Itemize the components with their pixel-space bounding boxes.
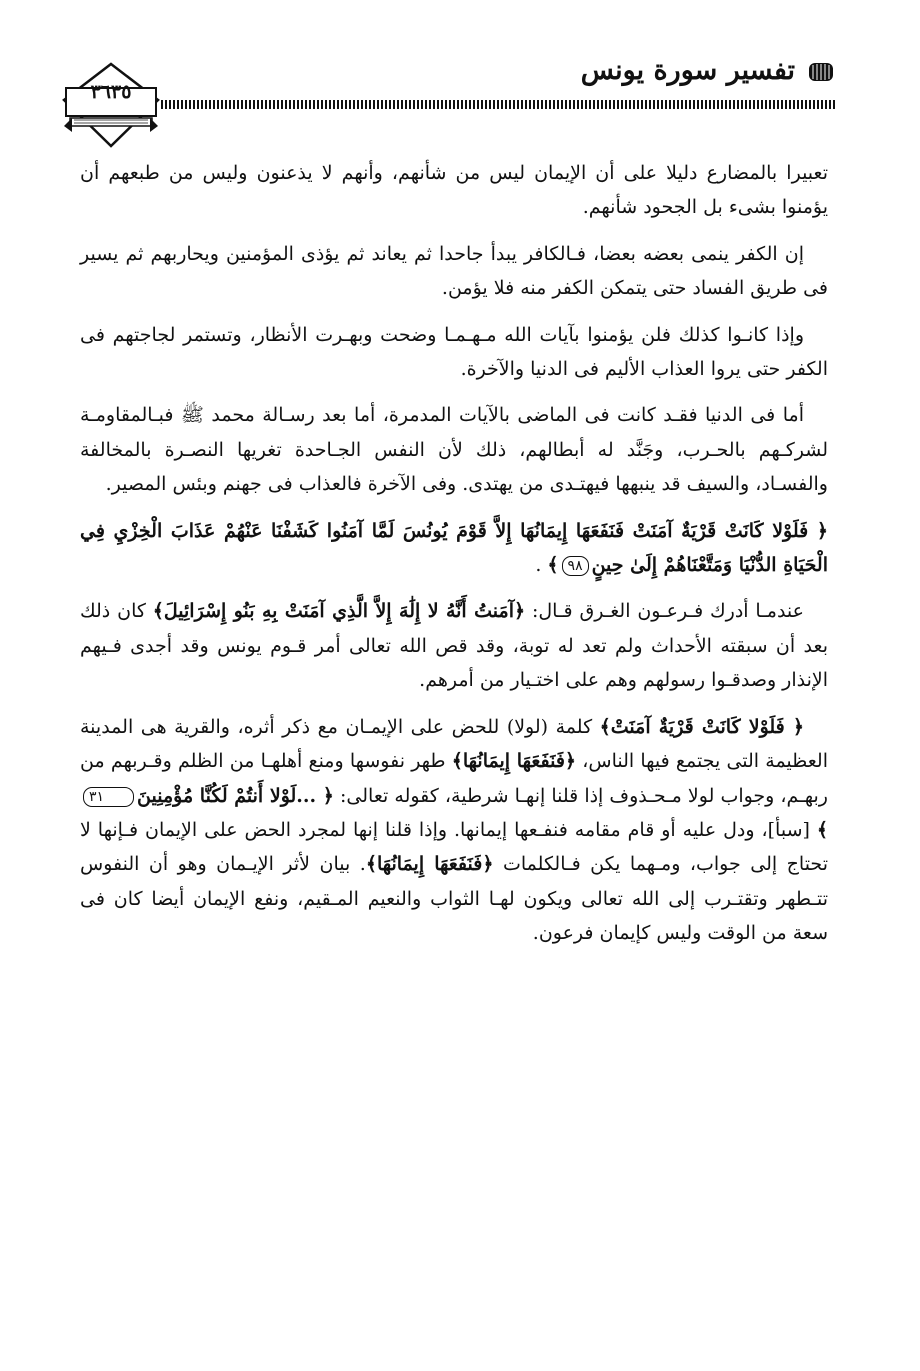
quran-verse-quote: ﴿آمَنتُ أَنَّهُ لا إِلَٰهَ إِلاَّ الَّذِي آمَنَتْ بِهِ بَنُو إِسْرَائِيلَ﴾ xyxy=(152,600,526,623)
page-header xyxy=(60,50,835,150)
quran-verse-quote: ﴿فَنَفَعَهَا إِيمَانُهَا﴾ xyxy=(365,853,494,876)
paragraph-p4 xyxy=(80,398,828,501)
quran-verse-quote: ﴿ ...لَوْلا أَنتُمْ لَكُنَّا مُؤْمِنِينَ xyxy=(137,784,334,807)
commentary-text: طهر نفوسها ومنع أهلهـا من الظلم وقـربهم من ربهـم، وجواب لولا مـحـذوف إذا قلنا إنهـا شرطية، كقوله تعالى: xyxy=(80,750,828,807)
paragraph-p7 xyxy=(80,710,828,951)
page-body-text xyxy=(80,156,828,963)
verse-number: ٣١ xyxy=(83,787,134,807)
commentary-text: . بيان لأثر الإيـمان وهو أن النفوس تتـطهر وتقتـرب إلى الله تعالى ويكون لهـا الثواب والنعيم المـقيم، ونفع الإيمان أيضا كان فى سعة من الوقت وليس كإيمان فرعون. xyxy=(80,853,828,945)
commentary-text: إن الكفر ينمى بعضه بعضا، فـالكافر يبدأ جاحدا ثم يعاند ثم يؤذى المؤمنين ويحاربهم ثم يسير فى طريق الفساد حتى يتمكن الكفر منه فلا يؤمن. xyxy=(80,242,828,300)
page-number-badge xyxy=(60,62,162,148)
paragraph-p2 xyxy=(80,237,828,306)
quran-verse-quote: ﴾ xyxy=(816,818,828,841)
commentary-text: تعبيرا بالمضارع دليلا على أن الإيمان ليس من شأنهم، وأنهم لا يذعنون وليس من طبعهم أن يؤمنوا بشىء بل الجحود شأنهم. xyxy=(80,162,828,219)
paragraph-p1 xyxy=(80,156,828,225)
paragraph-p6 xyxy=(80,594,828,697)
commentary-text: كان ذلك بعد أن سبقته الأحداث ولم تعد له توبة، وقد قص الله تعالى أمر قـوم يونس وقد أجدى فـيهم الإنذار وصدقـوا رسولهم وهم على اختـيار من أمرهم. xyxy=(80,600,828,692)
commentary-text: وإذا كانـوا كذلك فلن يؤمنوا بآيات الله مـهـمـا وضحت وبهـرت الأنظار، وتستمر لجاجتهم فى الكفر حتى يروا العذاب الأليم فى الدنيا والآخرة. xyxy=(80,323,828,381)
quran-verse-quote: ﴿ فَلَوْلا كَانَتْ قَرْيَةٌ آمَنَتْ فَنَفَعَهَا إِيمَانُهَا إِلاَّ قَوْمَ يُونُسَ لَمَّا آمَنُوا كَشَفْنَا عَنْهُمْ عَذَابَ الْخِزْيِ فِي الْحَيَاةِ الدُّنْيَا وَمَتَّعْنَاهُمْ إِلَىٰ حِينٍ xyxy=(80,519,828,577)
commentary-text: أما فى الدنيا فقـد كانت فى الماضى بالآيات المدمرة، أما بعد رسـالة محمد ﷺ فبـالمقاومـة لشركـهم بالحـرب، وجَنَّد له أبطالهم، ذلك لأن النفس الجـاحدة تغريها النصـرة بالمخالفة والفسـاد، والسيف قد ينبهها فيهتـدى من يهتدى. وفى الآخرة فالعذاب فى جهنم وبئس المصير. xyxy=(80,404,828,496)
flower-ornament-icon xyxy=(807,60,835,84)
running-title: تفسير سورة يونس xyxy=(580,55,795,86)
quran-verse-quote: ﴾ xyxy=(547,554,559,577)
header-rule xyxy=(160,100,835,109)
commentary-text: كلمة (لولا) للحض على الإيمـان مع ذكر أثره، والقرية هى المدينة العظيمة التى يجتمع فيها الناس، xyxy=(80,715,828,773)
paragraph-p3 xyxy=(80,318,828,387)
commentary-text: [سبأ]، ودل عليه أو قام مقامه فنفـعها إيمانها. وإذا قلنا إنها لمجرد الحض على الإيمان فـإنها لا تحتاج إلى جواب، ومـهما يكن فـالكلمات xyxy=(80,818,828,876)
commentary-text: . xyxy=(535,554,548,577)
quran-verse-quote: ﴿ فَلَوْلا كَانَتْ قَرْيَةٌ آمَنَتْ﴾ xyxy=(599,715,804,738)
page-number: ٣٦٣٥ xyxy=(90,81,132,103)
commentary-text: عندمـا أدرك فـرعـون الغـرق قـال: xyxy=(525,600,805,623)
paragraph-p5 xyxy=(80,514,828,583)
verse-number: ٩٨ xyxy=(562,556,589,576)
quran-verse-quote: ﴿فَنَفَعَهَا إِيمَانُهَا﴾ xyxy=(451,750,577,773)
